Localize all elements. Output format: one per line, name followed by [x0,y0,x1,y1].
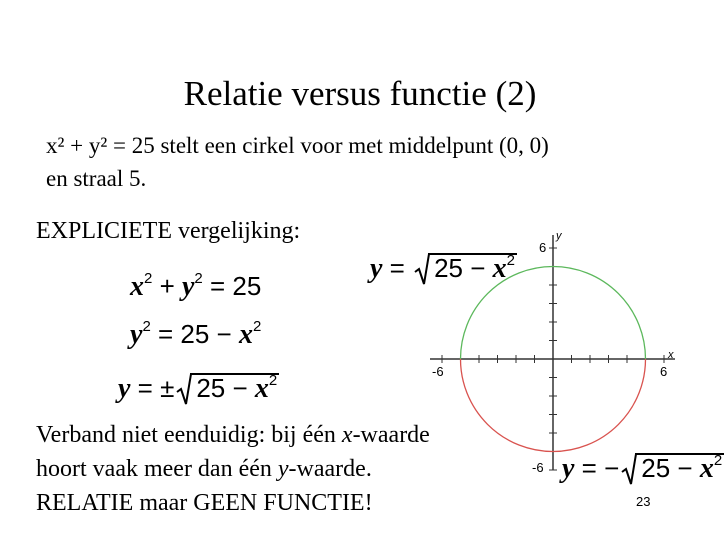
slide-title: Relatie versus functie (2) [183,74,537,113]
conclusion-text [36,418,430,520]
equation-y-squared: $y^2 = 25 - x^2$ [130,318,262,350]
sqrt-symbol: $25 - x^2$ [621,452,722,485]
tick-label-x-pos: 6 [660,364,668,379]
equation-y-plus-minus: y = ± $25 - x^2$ [118,372,278,404]
equation-upper-half: y = $25 - x^2$ [370,252,515,284]
explicit-label: EXPLICIETE vergelijking: [36,218,301,244]
intro-line-1: x² + y² = 25 stelt een cirkel voor met middelpunt (0, 0) [46,133,549,158]
equation-circle: $x^2 + y^2 = 25$ [130,270,262,302]
sqrt-symbol: $25 - x^2$ [176,372,277,405]
slide-number: 23 [636,494,651,509]
conclusion-line-3: RELATIE maar GEEN FUNCTIE! [36,490,373,516]
x-axis-label: x [668,349,674,361]
circle-graph [420,225,685,475]
intro-text [46,129,549,195]
conclusion-line-2: hoort vaak meer dan één y-waarde. [36,456,372,482]
conclusion-line-1: Verband niet eenduidig: bij één x-waarde [36,422,430,448]
y-axis-label: y [556,230,562,242]
equation-lower-half: y = − $25 - x^2$ [562,452,723,484]
tick-label-y-neg: -6 [532,460,544,475]
sqrt-symbol: $25 - x^2$ [414,252,515,285]
tick-label-y-pos: 6 [539,240,547,255]
intro-line-2: en straal 5. [46,166,147,191]
tick-label-x-neg: -6 [432,364,444,379]
